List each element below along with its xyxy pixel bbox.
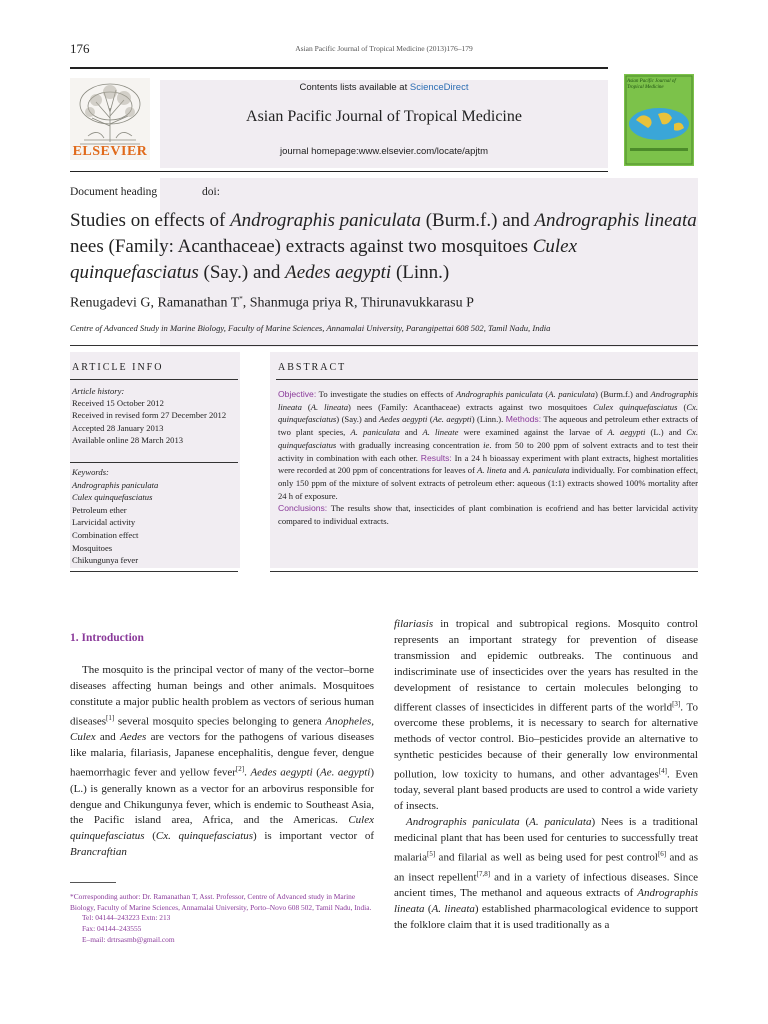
keyword: Combination effect [72,529,139,540]
abstract-text: Objective: To investigate the studies on effects of Andrographis paniculata (A. paniculata) (Burm.f.) and Andrographis lineata (A. lineata) nees (Family: Acanthaceae) extracts against two mosquitoes Culex quinquefasciatus (Cx. quinquefasciatus) (Say.) and Aedes aegypti (Ae. aegypti) (Linn.). Methods: The aqueous and petroleum ether extracts of two plant species, A. paniculata and A. lineate were examined against the larvae of A. aegypti (L.) and Cx. quinquefasciatus with gradually increasing concentration ie. from 50 to 200 ppm of solvent extracts and to test their activity in combination with each other. Results: In a 24 h bioassay experiment with plant extracts, highest mortalities were recorded at 200 ppm of concentrations for leaves of A. lineta and A. paniculata individually. For combination effect, only 150 ppm of the mixture of solvent extracts of petroleum ether: aqueous (1:1) extracts showed 100% mortality after 24 h of exposure. Conclusions: The results show that, insecticides of plant combination is ecofriend and has better larvicidal activity compared to individual extracts. [278,389,699,527]
elsevier-logo [70,78,150,160]
keywords: Keywords: Andrographis paniculata Culex quinquefasciatus Petroleum ether Larvicidal activity Combination effect Mosquitoes Chikungunya fever [72,466,240,567]
banner-rule [70,171,608,172]
history-item: Available online 28 March 2013 [72,434,184,445]
abstract-heading: ABSTRACT [278,362,347,373]
body-column-right: filariasis in tropical and subtropical regions. Mosquito control represents an important strategy for prevention of disease transmission and epidemic outbreaks. The continuous and indiscriminate use of insecticides over the years has resulted in the development of resistance to certain molecules belonging to different classes of insecticides in different parts of the world[3]. To overcome these problems, it is necessary to search for alternative methods of vector control. Bio–pesticides provide an alternative to synthetic pesticides because of their generally low environmental pollution, low toxicity to humans, and other advantages[4]. Even today, several plant based products are used to control a wide variety of insects. Andrographis paniculata (A. paniculata) Nees is a traditional medicinal plant that has been used for centuries to successfully treat malaria[5] and filarial as well as being used for pest control[6] and as an insect repellent[7,8] and in a variety of infectious diseases. Since ancient times, The methanol and aqueous extracts of Andrographis lineata (A. lineata) established pharmacological evidence to support the folklore claim that it is used traditionally as a [394,618,698,931]
affiliation-rule [70,345,698,346]
doi-label: doi: [202,186,220,198]
author-list: Renugadevi G, Ramanathan T*, Shanmuga priya R, Thirunavukkarasu P [70,295,474,311]
corresponding-author-footnote: *Corresponding author: Dr. Ramanathan T, Asst. Professor, Centre of Advanced study in Marine Biology, Faculty of Marine Sciences, Annamalai University, Porto–Novo 608 502, Tamil Nadu, India. Tel: 04144–243223 Extn: 213 Fax: 04144–243555 E–mail: drtrsasmb@gmail.com [70,892,374,946]
citation[interactable]: [1] [106,713,115,722]
keywords-rule [70,462,238,463]
contents-line: Contents lists available at ScienceDirect [299,82,469,93]
abstract-bottom-rule [270,571,698,572]
journal-title: Asian Pacific Journal of Tropical Medicine [246,108,522,125]
history-item: Received in revised form 27 December 2012 [72,410,227,421]
cover-title: Asian Pacific Journal of Tropical Medicine [627,79,676,90]
running-header: Asian Pacific Journal of Tropical Medicine (2013)176–179 [295,44,473,53]
document-heading: Document heading [70,186,158,198]
article-info-bottom-rule [70,571,238,572]
section-heading-introduction: 1. Introduction [70,632,144,644]
article-info-rule [70,379,238,380]
publisher-name: ELSEVIER [72,144,148,159]
corresponding-mark: * [239,295,243,303]
keyword: Chikungunya fever [72,555,139,566]
article-info-heading: ARTICLE INFO [72,362,164,373]
page-number: 176 [70,41,90,56]
keyword: Larvicidal activity [72,517,136,528]
citation[interactable]: [7,8] [476,869,491,878]
citation[interactable]: [3] [672,699,681,708]
top-rule [70,67,608,69]
journal-homepage[interactable]: journal homepage:www.elsevier.com/locate/apjtm [279,146,489,157]
citation[interactable]: [2] [235,765,245,774]
footnote-rule [70,882,116,883]
keyword: Culex quinquefasciatus [72,492,153,503]
keyword: Andrographis paniculata [72,479,159,490]
body-column-left: The mosquito is the principal vector of many of the vector–borne diseases affecting human beings and other animals. Mosquitoes constitute a major public health problem as vectors of serious human diseases[1] several mosquito species belonging to genera Anopheles, Culex and Aedes are vectors for the pathogens of various diseases like malaria, filariasis, Japanese encephalitis, dengue fever, dengue haemorrhagic fever and yellow fever[2]. Aedes aegypti (Ae. aegypti) (L.) is generally known as a vector for an arbovirus responsible for dengue and Chikungunya fever, which is endemic to Southeast Asia, the Pacific island area, Africa, and the Americas. Culex quinquefasciatus (Cx. quinquefasciatus) is important vector of Brancraftian [70,664,374,859]
sciencedirect-link[interactable]: ScienceDirect [409,82,469,93]
journal-cover [624,74,694,166]
affiliation: Centre of Advanced Study in Marine Biology, Faculty of Marine Sciences, Annamalai University, Parangipettai 608 502, Tamil Nadu, India [70,323,551,333]
keyword: Petroleum ether [72,504,127,515]
citation[interactable]: [6] [657,850,667,858]
history-item: Received 15 October 2012 [72,398,164,409]
article-title: Studies on effects of Andrographis paniculata (Burm.f.) and Andrographis lineata nees (Family: Acanthaceae) extracts against two mosquitoes Culex quinquefasciatus (Say.) and Aedes aegypti (Linn.) [70,210,697,283]
abstract-rule [276,379,698,380]
citation[interactable]: [4] [658,766,668,775]
history-item: Accepted 28 January 2013 [72,422,164,433]
article-history: Article history: Received 15 October 2012 Received in revised form 27 December 2012 Accepted 28 January 2013 Available online 28 March 2013 [72,385,240,446]
keyword: Mosquitoes [72,542,113,553]
author-email[interactable]: E–mail: drtrsasmb@gmail.com [82,934,175,944]
citation[interactable]: [5] [426,850,436,858]
